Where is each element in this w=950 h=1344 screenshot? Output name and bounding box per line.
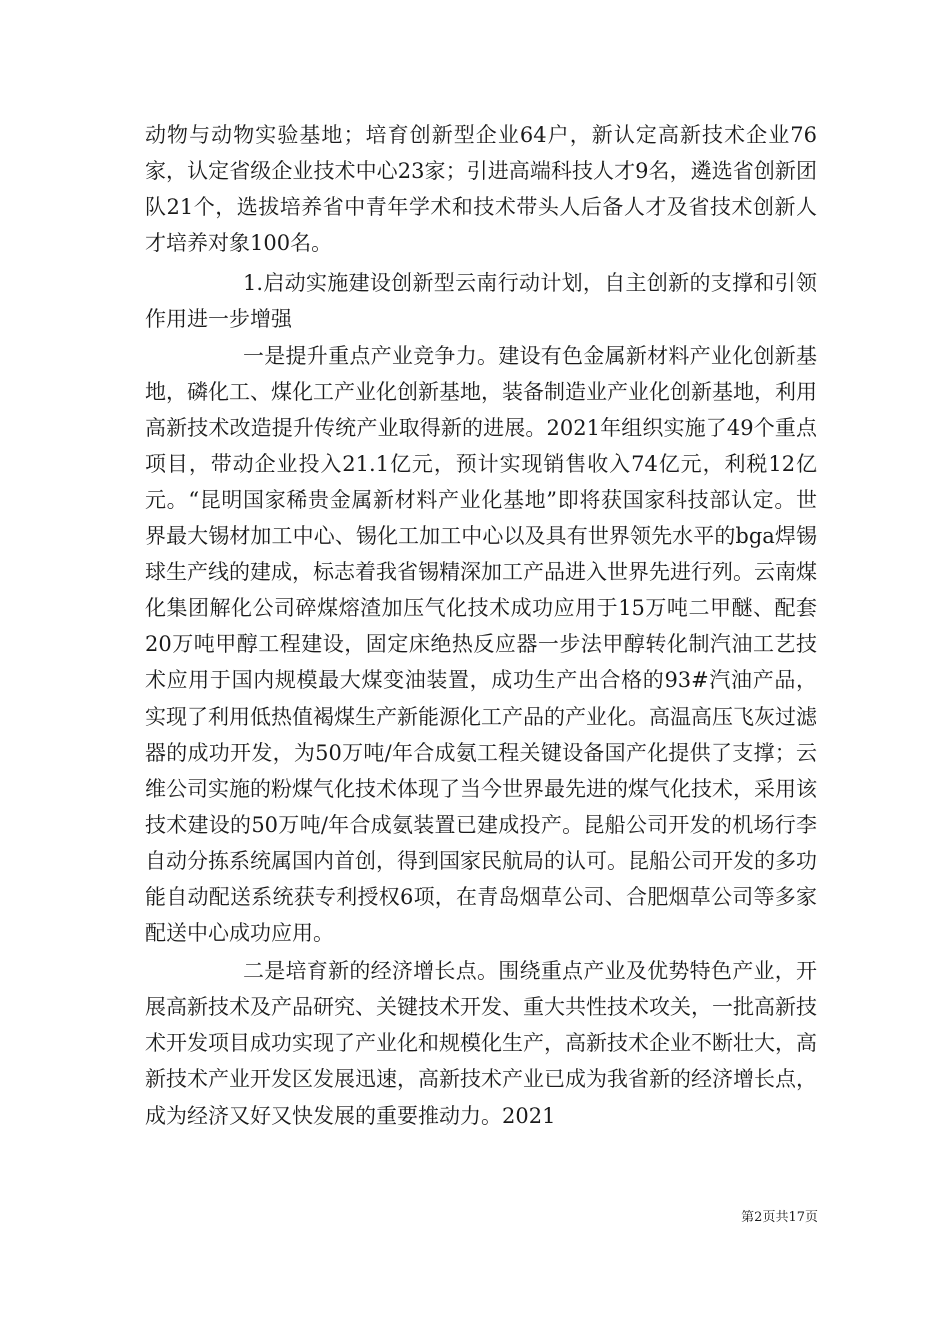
- paragraph-growth-points: 二是培育新的经济增长点。围绕重点产业及优势特色产业，开展高新技术及产品研究、关键技术开发、重大共性技术攻关，一批高新技术开发项目成功实现了产业化和规模化生产，高新技术企业不断壮大，高新技术产业开发区发展迅速，高新技术产业已成为我省新的经济增长点，成为经济又好又快发展的重要推动力。2021: [145, 959, 817, 1128]
- page-number-footer: 第2页共17页: [741, 1210, 818, 1225]
- paragraph-continuation: 动物与动物实验基地；培育创新型企业64户，新认定高新技术企业76家，认定省级企业技术中心23家；引进高端科技人才9名，遴选省创新团队21个，选拔培养省中青年学术和技术带头人后备人才及省技术创新人才培养对象100名。: [145, 123, 817, 256]
- paragraph-industry-competitiveness: 一是提升重点产业竞争力。建设有色金属新材料产业化创新基地，磷化工、煤化工产业化创新基地，装备制造业产业化创新基地，利用高新技术改造提升传统产业取得新的进展。2021年组织实施了49个重点项目，带动企业投入21.1亿元，预计实现销售收入74亿元，利税12亿元。“昆明国家稀贵金属新材料产业化基地”即将获国家科技部认定。世界最大锡材加工中心、锡化工加工中心以及具有世界领先水平的bga焊锡球生产线的建成，标志着我省锡精深加工产品进入世界先进行列。云南煤化集团解化公司碎煤熔渣加压气化技术成功应用于15万吨二甲醚、配套20万吨甲醇工程建设，固定床绝热反应器一步法甲醇转化制汽油工艺技术应用于国内规模最大煤变油装置，成功生产出合格的93#汽油产品，实现了利用低热值褐煤生产新能源化工产品的产业化。高温高压飞灰过滤器的成功开发，为50万吨/年合成氨工程关键设备国产化提供了支撑；云维公司实施的粉煤气化技术体现了当今世界最先进的煤气化技术，采用该技术建设的50万吨/年合成氨装置已建成投产。昆船公司开发的机场行李自动分拣系统属国内首创，得到国家民航局的认可。昆船公司开发的多功能自动配送系统获专利授权6项，在青岛烟草公司、合肥烟草公司等多家配送中心成功应用。: [145, 343, 817, 946]
- section-heading: 1.启动实施建设创新型云南行动计划，自主创新的支撑和引领作用进一步增强: [145, 271, 817, 332]
- document-body: [145, 117, 817, 1134]
